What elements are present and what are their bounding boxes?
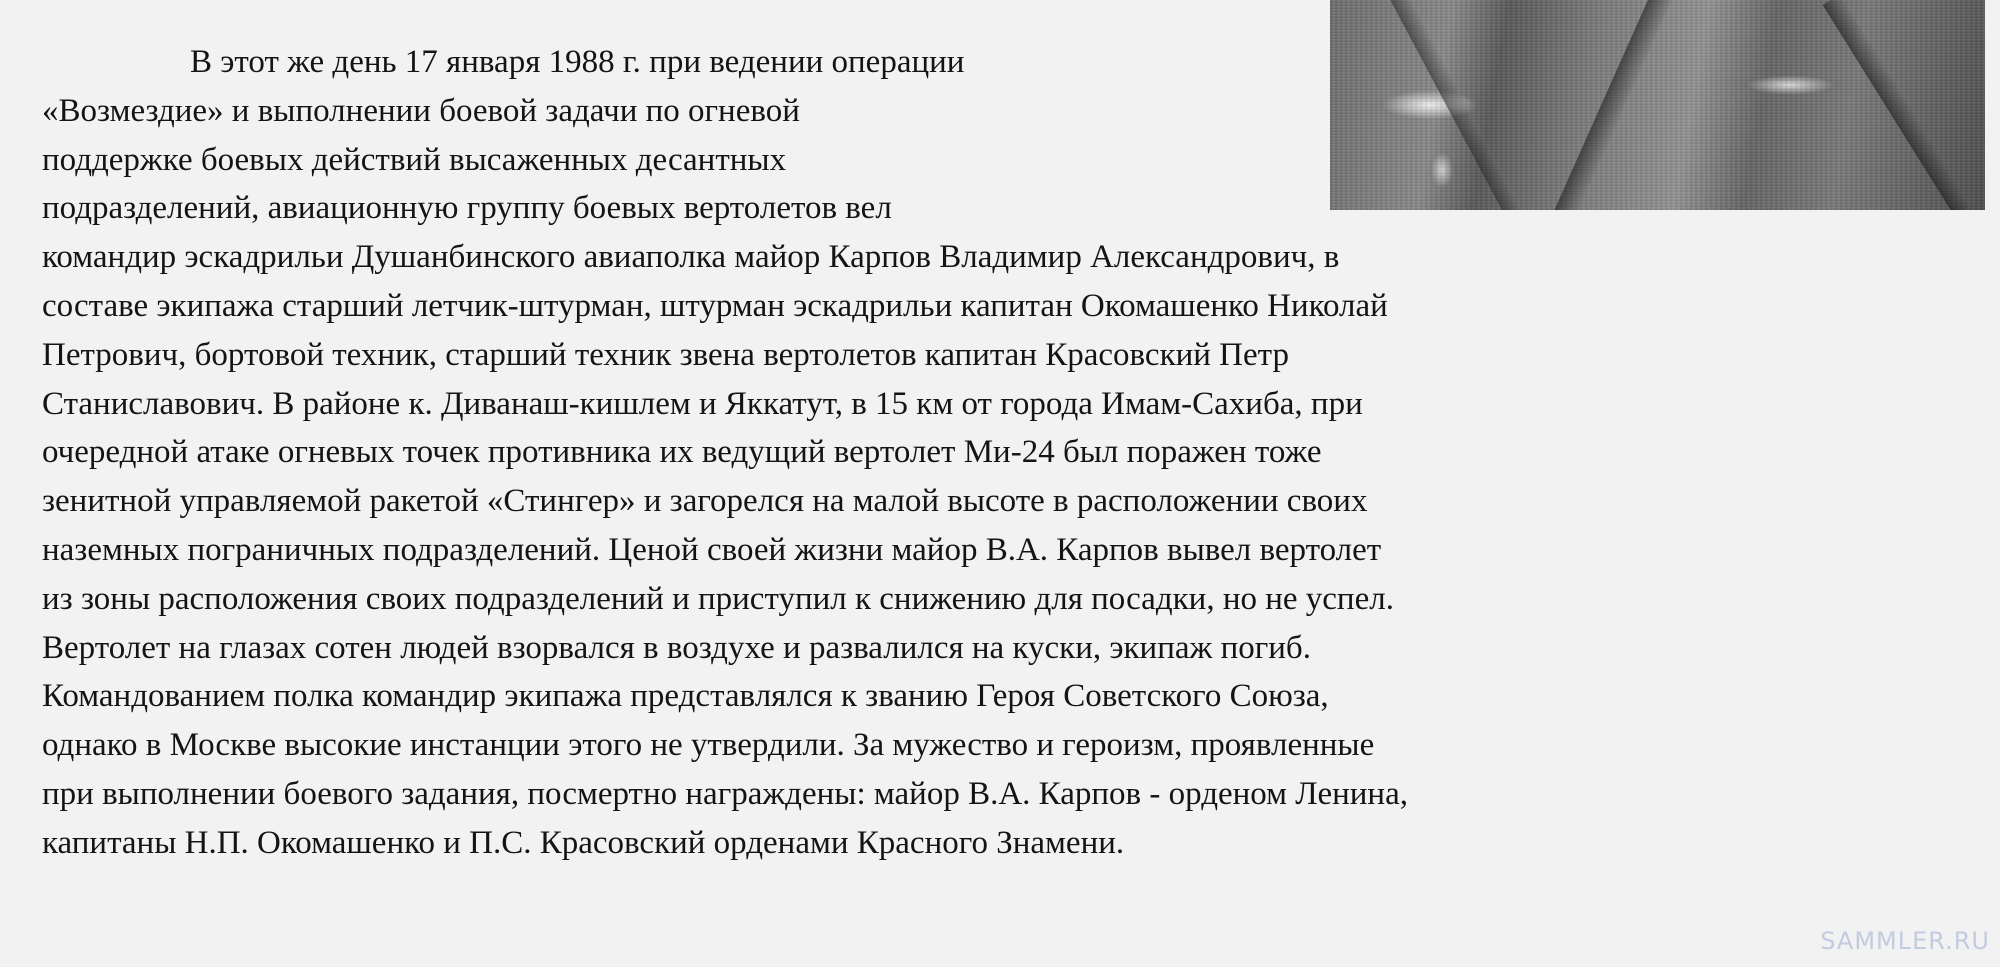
text-line: однако в Москве высокие инстанции этого не утвердили. За мужество и героизм, проявленные xyxy=(42,727,1375,764)
text-line: из зоны расположения своих подразделений и приступил к снижению для посадки, но не успел. xyxy=(42,580,1394,617)
text-line: Станиславович. В районе к. Диванаш-кишлем и Яккатут, в 15 км от города Имам-Сахиба, при xyxy=(42,385,1363,422)
text-line: «Возмездие» и выполнении боевой задачи по огневой xyxy=(42,92,800,129)
text-line: наземных пограничных подразделений. Ценой своей жизни майор В.А. Карпов вывел вертолет xyxy=(42,531,1382,568)
document-body xyxy=(42,38,1992,868)
text-line: Вертолет на глазах сотен людей взорвался в воздухе и развалился на куски, экипаж погиб. xyxy=(42,629,1311,666)
text-line: В этот же день 17 января 1988 г. при ведении операции xyxy=(190,44,965,80)
text-line: командир эскадрильи Душанбинского авиаполка майор Карпов Владимир Александрович, в xyxy=(42,239,1340,276)
text-line: Командованием полка командир экипажа представлялся к званию Героя Советского Союза, xyxy=(42,678,1329,715)
text-line: зенитной управляемой ракетой «Стингер» и загорелся на малой высоте в расположении своих xyxy=(42,483,1368,520)
text-line: при выполнении боевого задания, посмертно награждены: майор В.А. Карпов - орденом Ленина, xyxy=(42,775,1408,812)
text-line: подразделений, авиационную группу боевых вертолетов вел xyxy=(42,190,892,227)
text-line: очередной атаке огневых точек противника их ведущий вертолет Ми-24 был поражен тоже xyxy=(42,434,1322,471)
site-watermark: SAMMLER.RU xyxy=(1820,927,1990,955)
text-line: капитаны Н.П. Окомашенко и П.С. Красовский орденами Красного Знамени. xyxy=(42,824,1125,861)
text-line: составе экипажа старший летчик-штурман, штурман эскадрильи капитан Окомашенко Николай xyxy=(42,287,1388,324)
text-line: поддержке боевых действий высаженных десантных xyxy=(42,141,787,178)
text-line: Петрович, бортовой техник, старший техник звена вертолетов капитан Красовский Петр xyxy=(42,336,1289,373)
